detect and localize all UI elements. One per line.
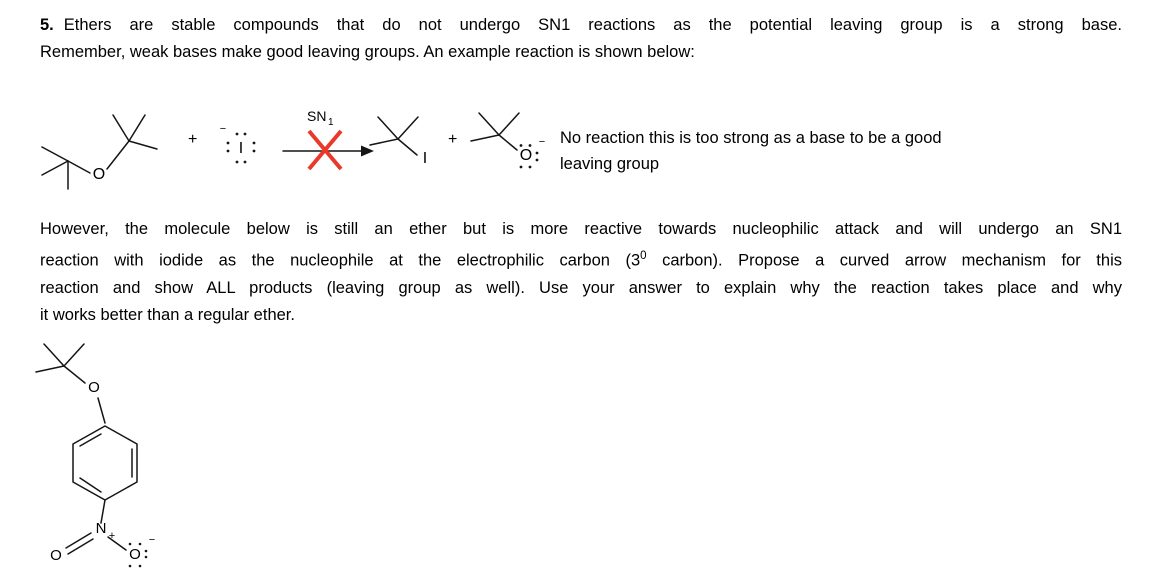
tert-butyl-iodide-structure — [362, 105, 447, 177]
sn1-arrow-label: SN — [307, 108, 327, 124]
tert-butyl-group-top — [113, 115, 157, 149]
c-o-bond — [499, 135, 517, 150]
body-line4: it works better than a regular ether. — [40, 305, 295, 324]
iodide-charge-label: − — [219, 123, 227, 135]
tert-butyl-group — [471, 113, 519, 141]
tert-butyl-group — [36, 344, 84, 372]
question-intro — [40, 12, 1122, 66]
alkoxide-oxygen-label: O — [519, 147, 533, 164]
tert-butyl-group-left — [42, 147, 68, 189]
iodide-ion-structure — [215, 117, 267, 173]
body-line2-pre: reaction with iodide as the nucleophile at the electrophilic carbon (3 — [40, 251, 641, 270]
no-reaction-note-line2: leaving group — [560, 155, 660, 173]
no-reaction-cross-icon — [309, 131, 341, 169]
nitro-oxygen-left-label: O — [50, 547, 62, 564]
question-body-text — [40, 216, 1122, 329]
n-o-double-bond — [66, 533, 93, 554]
nitro-oxygen-right-label: O — [129, 546, 141, 563]
nitrogen-charge-label: + — [108, 530, 116, 542]
c-o-bond — [68, 161, 90, 173]
body-line1: However, the molecule below is still an ether but is more reactive towards nucleophilic attack and will undergo an SN1 — [40, 220, 1122, 238]
nitrophenyl-ether-structure — [22, 336, 187, 578]
c-i-bond — [398, 139, 417, 155]
body-line3: reaction and show ALL products (leaving group as well). Use your answer to explain why the reaction takes place and why — [40, 278, 1122, 297]
question-intro-line2: Remember, weak bases make good leaving groups. An example reaction is shown below: — [40, 43, 695, 61]
degree-superscript: 0 — [640, 250, 647, 262]
body-line2 — [40, 243, 1122, 275]
nitrophenyl-ether-drawing — [22, 336, 187, 578]
body-line2-post: carbon). Propose a curved arrow mechanism for this — [646, 251, 1122, 270]
o-c-bond — [107, 141, 129, 169]
ether-oxygen-label: O — [88, 379, 100, 396]
iodide-symbol-label: I — [238, 140, 244, 157]
alkoxide-charge-label: − — [538, 136, 546, 148]
c-o-bond — [64, 366, 85, 383]
no-reaction-note-line1: No reaction this is too strong as a base to be a good — [560, 129, 942, 147]
benzene-ring — [73, 426, 137, 500]
di-tert-butyl-ether-structure — [28, 85, 198, 197]
plus-sign-left: + — [188, 131, 198, 148]
n-o-single-bond — [108, 537, 126, 550]
sn1-arrow-label-subscript: 1 — [328, 117, 334, 128]
nitro-oxygen-charge-label: − — [148, 534, 156, 546]
example-reaction-scheme — [28, 85, 1138, 205]
question-intro-line1-wrap — [40, 12, 1122, 39]
ether-oxygen-label: O — [92, 166, 106, 183]
tert-butoxide-structure — [465, 103, 559, 177]
plus-sign-right: + — [448, 131, 458, 148]
o-ring-bond — [98, 398, 105, 423]
question-intro-line1: Ethers are stable compounds that do not undergo SN1 reactions as the potential leaving group is a strong base. — [63, 16, 1122, 34]
no-reaction-note — [560, 125, 1040, 177]
nitrogen-label: N — [95, 520, 107, 537]
question-number: 5. — [40, 16, 54, 34]
tert-butyl-group — [370, 117, 418, 145]
iodine-label: I — [422, 150, 428, 167]
